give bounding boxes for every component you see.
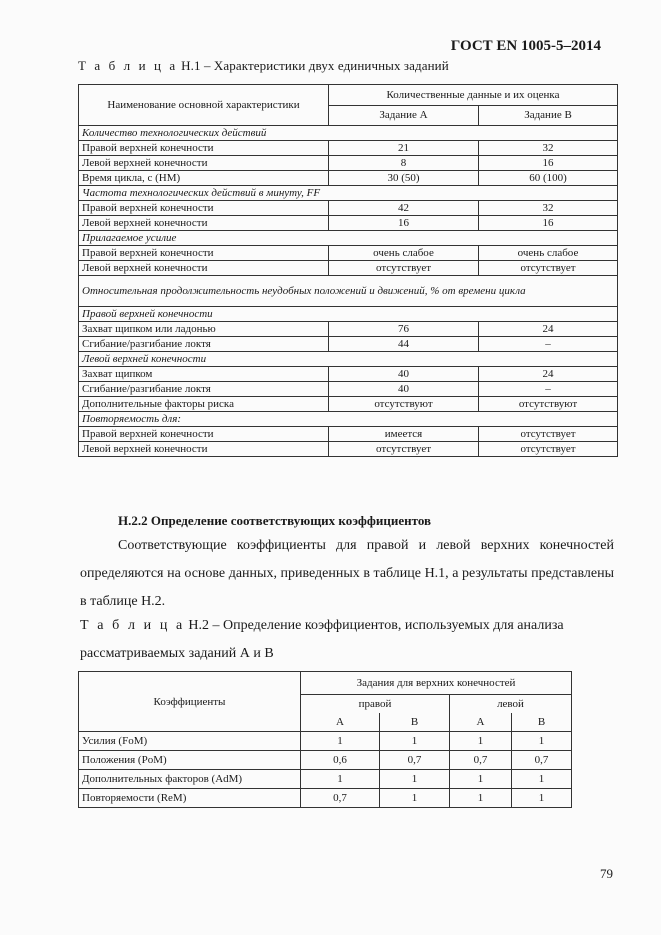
table2-row-label: Дополнительных факторов (AdM) xyxy=(79,770,301,789)
table1-cell-task-a: отсутствует xyxy=(329,442,479,457)
table1-row-label: Сгибание/разгибание локтя xyxy=(79,382,329,397)
table2-caption-label: Т а б л и ц а xyxy=(80,618,185,633)
table1-section-label: Прилагаемое усилие xyxy=(79,231,618,246)
table2-cell-rb: 1 xyxy=(380,732,450,751)
table2-header-coef: Коэффициенты xyxy=(79,672,301,732)
table2-cell-rb: 0,7 xyxy=(380,751,450,770)
section-paragraph-text: Соответствующие коэффициенты для правой и левой верхних конечностей определяются на основе данных, приведенных в таблице Н.1, а результаты представлены в таблице Н.2. xyxy=(80,538,614,609)
table1-cell-task-b: 16 xyxy=(479,156,618,171)
table1-section-label: Правой верхней конечности xyxy=(79,307,618,322)
table1-cell-task-a: отсутствует xyxy=(329,261,479,276)
table1-cell-task-b: 60 (100) xyxy=(479,171,618,186)
table1-section-row xyxy=(79,276,618,307)
table1-row xyxy=(79,201,618,216)
table1-cell-task-a: имеется xyxy=(329,427,479,442)
table2-header-left-a: А xyxy=(450,713,512,732)
table1-section-label: Относительная продолжительность неудобных положений и движений, % от времени цикла xyxy=(79,276,618,307)
table2-header-right-b: В xyxy=(380,713,450,732)
table1-cell-task-b: 16 xyxy=(479,216,618,231)
table2-row xyxy=(79,770,572,789)
page-number: 79 xyxy=(600,866,613,881)
table1-row xyxy=(79,156,618,171)
table2-header-right-a: А xyxy=(301,713,380,732)
table1-cell-task-b: 24 xyxy=(479,367,618,382)
table1-cell-task-b: 24 xyxy=(479,322,618,337)
table2-header-left: левой xyxy=(450,695,572,714)
table1-row xyxy=(79,322,618,337)
table2-cell-ra: 1 xyxy=(301,770,380,789)
table2-body xyxy=(79,732,572,808)
table1-row-label: Дополнительные факторы риска xyxy=(79,397,329,412)
table1-row-label: Сгибание/разгибание локтя xyxy=(79,337,329,352)
table1-section-row xyxy=(79,186,618,201)
table1-caption-text: Н.1 – Характеристики двух единичных заданий xyxy=(181,58,449,73)
table2-header-group: Задания для верхних конечностей xyxy=(301,672,572,695)
table1-row xyxy=(79,261,618,276)
table1-cell-task-b: отсутствует xyxy=(479,261,618,276)
table2-cell-la: 1 xyxy=(450,770,512,789)
table2 xyxy=(78,671,572,808)
table1-row-label: Правой верхней конечности xyxy=(79,427,329,442)
table1-row xyxy=(79,442,618,457)
table1-caption xyxy=(78,58,449,74)
table2-row xyxy=(79,789,572,808)
table1-cell-task-b: отсутствует xyxy=(479,427,618,442)
table2-cell-la: 1 xyxy=(450,789,512,808)
table1-cell-task-a: 44 xyxy=(329,337,479,352)
table1-row-label: Правой верхней конечности xyxy=(79,201,329,216)
table2-row xyxy=(79,751,572,770)
table1-row-label: Правой верхней конечности xyxy=(79,246,329,261)
table1 xyxy=(78,84,618,457)
table1-cell-task-b: 32 xyxy=(479,141,618,156)
table1-section-row xyxy=(79,307,618,322)
section-heading: Н.2.2 Определение соответствующих коэффициентов xyxy=(118,513,432,528)
table2-cell-ra: 1 xyxy=(301,732,380,751)
table2-cell-lb: 1 xyxy=(512,789,572,808)
table1-section-row xyxy=(79,352,618,367)
table2-row xyxy=(79,732,572,751)
table1-section-row xyxy=(79,412,618,427)
table1-row xyxy=(79,367,618,382)
table2-row-label: Положения (PoM) xyxy=(79,751,301,770)
table1-row xyxy=(79,216,618,231)
table1-cell-task-a: очень слабое xyxy=(329,246,479,261)
table1-row xyxy=(79,397,618,412)
table1-row-label: Левой верхней конечности xyxy=(79,156,329,171)
table1-header-task-a: Задание А xyxy=(329,105,479,126)
table1-section-label: Частота технологических действий в минуту, FF xyxy=(79,186,618,201)
table2-header-right: правой xyxy=(301,695,450,714)
table1-body xyxy=(79,126,618,457)
table1-cell-task-a: 21 xyxy=(329,141,479,156)
table1-cell-task-b: 32 xyxy=(479,201,618,216)
table1-cell-task-a: 40 xyxy=(329,382,479,397)
table1-header-group: Количественные данные и их оценка xyxy=(329,85,618,106)
table2-cell-la: 1 xyxy=(450,732,512,751)
table1-section-label: Количество технологических действий xyxy=(79,126,618,141)
table1-section-label: Левой верхней конечности xyxy=(79,352,618,367)
table1-cell-task-a: 30 (50) xyxy=(329,171,479,186)
table2-cell-ra: 0,7 xyxy=(301,789,380,808)
table1-cell-task-a: 16 xyxy=(329,216,479,231)
table1-row-label: Захват щипком xyxy=(79,367,329,382)
table2-cell-lb: 0,7 xyxy=(512,751,572,770)
table1-cell-task-a: 40 xyxy=(329,367,479,382)
table2-cell-la: 0,7 xyxy=(450,751,512,770)
table1-row-label: Левой верхней конечности xyxy=(79,442,329,457)
table1-row-label: Захват щипком или ладонью xyxy=(79,322,329,337)
table1-row xyxy=(79,337,618,352)
table2-header-left-b: В xyxy=(512,713,572,732)
table2-row-label: Повторяемости (ReM) xyxy=(79,789,301,808)
table1-cell-task-b: очень слабое xyxy=(479,246,618,261)
table1-row xyxy=(79,171,618,186)
table1-cell-task-b: – xyxy=(479,337,618,352)
table1-section-label: Повторяемость для: xyxy=(79,412,618,427)
table2-cell-lb: 1 xyxy=(512,770,572,789)
table2-cell-rb: 1 xyxy=(380,770,450,789)
table1-header-name: Наименование основной характеристики xyxy=(79,85,329,126)
table1-cell-task-a: отсутствуют xyxy=(329,397,479,412)
table2-cell-ra: 0,6 xyxy=(301,751,380,770)
table1-row xyxy=(79,427,618,442)
table1-cell-task-b: – xyxy=(479,382,618,397)
table2-cell-lb: 1 xyxy=(512,732,572,751)
document-header: ГОСТ EN 1005-5–2014 xyxy=(450,38,601,54)
table1-cell-task-b: отсутствуют xyxy=(479,397,618,412)
section-paragraph xyxy=(80,532,614,616)
table2-caption xyxy=(80,612,614,668)
table1-section-row xyxy=(79,126,618,141)
table1-cell-task-b: отсутствует xyxy=(479,442,618,457)
table1-row-label: Правой верхней конечности xyxy=(79,141,329,156)
table2-caption-text: Н.2 – Определение коэффициентов, используемых для анализа рассматриваемых заданий А и В xyxy=(80,618,564,661)
table1-row xyxy=(79,141,618,156)
table1-row xyxy=(79,246,618,261)
table1-header-task-b: Задание В xyxy=(479,105,618,126)
table1-row xyxy=(79,382,618,397)
table1-cell-task-a: 76 xyxy=(329,322,479,337)
table1-row-label: Левой верхней конечности xyxy=(79,216,329,231)
table1-cell-task-a: 8 xyxy=(329,156,479,171)
table1-section-row xyxy=(79,231,618,246)
table1-cell-task-a: 42 xyxy=(329,201,479,216)
table2-row-label: Усилия (FoM) xyxy=(79,732,301,751)
table1-row-label: Время цикла, с (НМ) xyxy=(79,171,329,186)
table1-caption-label: Т а б л и ц а xyxy=(78,58,178,73)
table1-row-label: Левой верхней конечности xyxy=(79,261,329,276)
table2-cell-rb: 1 xyxy=(380,789,450,808)
